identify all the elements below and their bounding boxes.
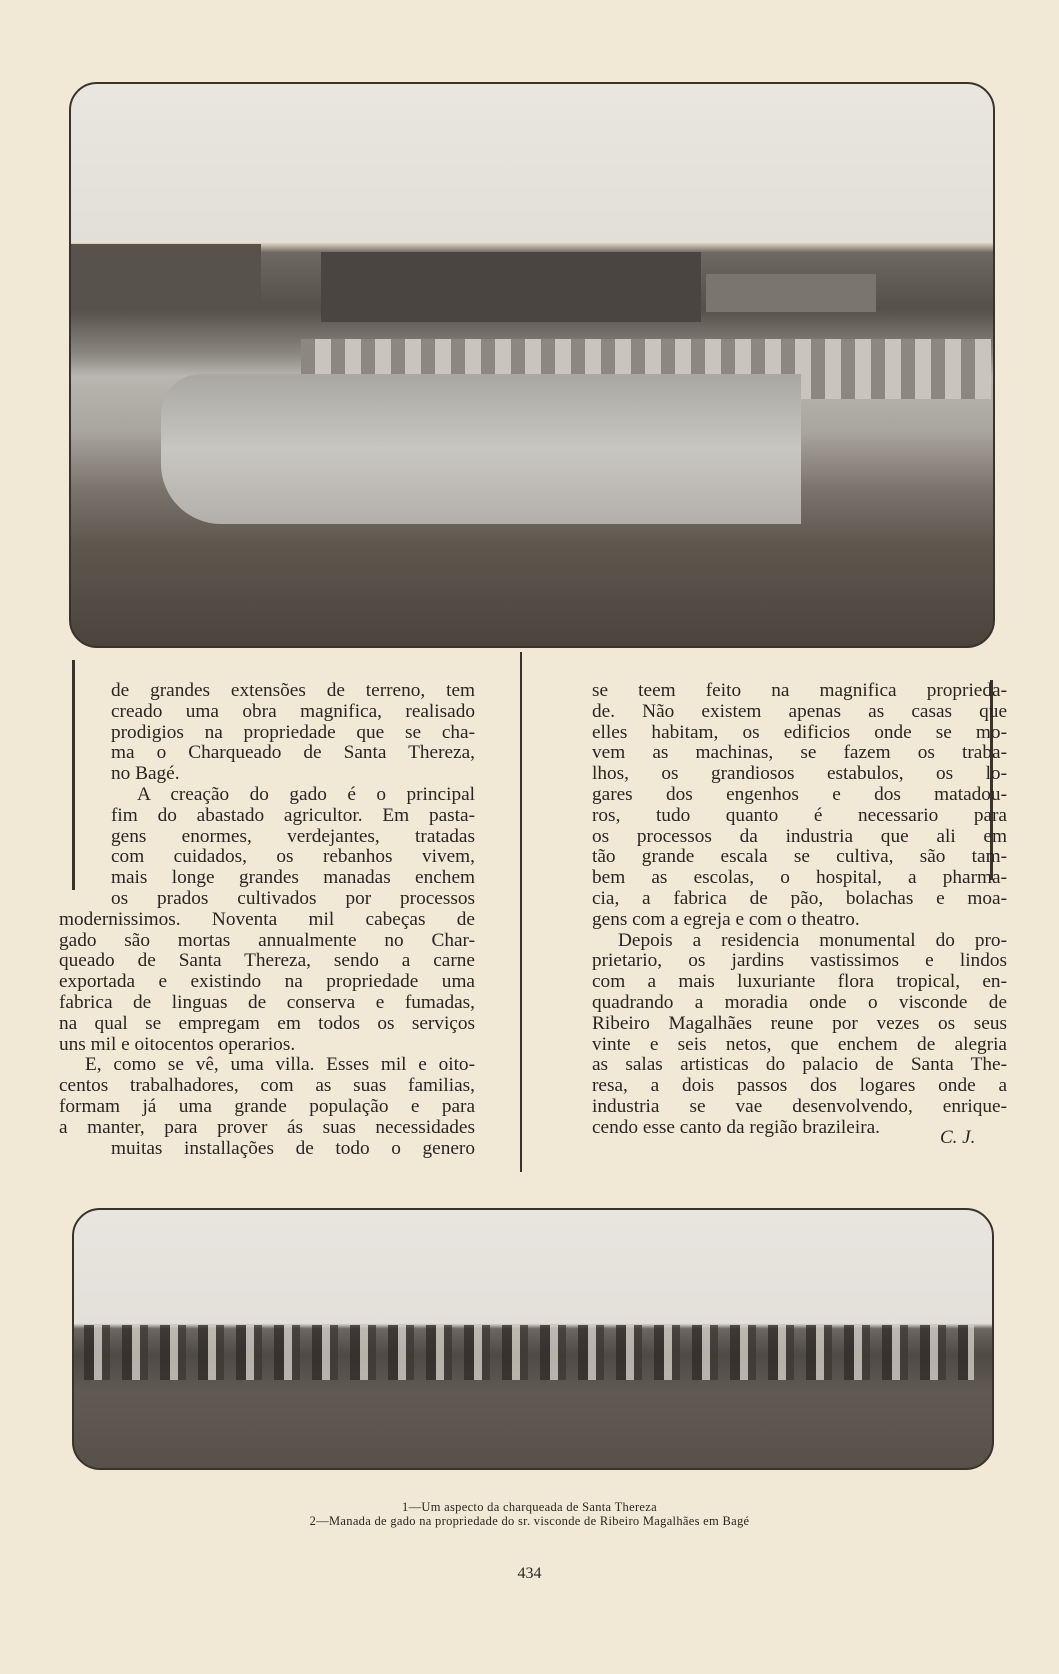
text-line: cendo esse canto da região brazileira. — [592, 1116, 880, 1138]
text-line: as salas artisticas do palacio de Santa The- — [592, 1054, 1007, 1076]
text-line: creado uma obra magnifica, realisado — [111, 700, 475, 722]
text-line: industria se vae desenvolvendo, enrique- — [592, 1095, 1007, 1117]
text-line: mais longe grandes manadas enchem — [111, 867, 475, 889]
text-line: a manter, para prover ás suas necessidades — [59, 1116, 475, 1138]
text-line: quadrando a moradia onde o visconde de — [592, 991, 1007, 1013]
text-line: centos trabalhadores, com as suas familias, — [59, 1075, 475, 1097]
text-line: ma o Charqueado de Santa Thereza, — [111, 742, 475, 764]
text-line: fim do abastado agricultor. Em pasta- — [111, 804, 475, 826]
text-line: com cuidados, os rebanhos vivem, — [111, 846, 475, 868]
text-line: tão grande escala se cultiva, são tam- — [592, 846, 1007, 868]
text-line: lhos, os grandiosos estabulos, os lo- — [592, 763, 1007, 785]
photo-charqueada — [69, 82, 995, 648]
text-line: se teem feito na magnifica proprieda- — [592, 680, 1007, 701]
text-line: com a mais luxuriante flora tropical, en- — [592, 971, 1007, 993]
text-line: os prados cultivados por processos — [111, 887, 475, 909]
text-line: uns mil e oitocentos operarios. — [59, 1033, 296, 1055]
text-line: ros, tudo quanto é necessario para — [592, 804, 1007, 826]
text-line: queado de Santa Thereza, sendo a carne — [59, 950, 475, 972]
text-line: prietario, os jardins vastissimos e lindos — [592, 950, 1007, 972]
building — [706, 274, 876, 312]
text-line: vinte e seis netos, que enchem de alegria — [592, 1033, 1007, 1055]
text-line: modernissimos. Noventa mil cabeças de — [59, 908, 475, 930]
text-line: de. Não existem apenas as casas que — [592, 700, 1007, 722]
text-line: fabrica de linguas de conserva e fumadas, — [59, 991, 475, 1013]
caption-1: 1—Um aspecto da charqueada de Santa Thereza — [402, 1500, 657, 1514]
text-line: formam já uma grande população e para — [59, 1095, 475, 1117]
text-line: gens enormes, verdejantes, tratadas — [111, 825, 475, 847]
text-line: vem as machinas, se fazem os traba- — [592, 742, 1007, 764]
cattle-herd — [84, 1325, 974, 1380]
text-line: muitas installações de todo o genero — [111, 1137, 475, 1159]
text-line: A creação do gado é o principal — [137, 783, 475, 805]
article-right-column — [592, 681, 1007, 1139]
water-reservoir — [161, 374, 801, 524]
building — [71, 244, 261, 304]
text-line: Depois a residencia monumental do pro- — [618, 929, 1007, 951]
text-line: resa, a dois passos dos logares onde a — [592, 1075, 1007, 1097]
photo-cattle-herd — [72, 1208, 994, 1470]
text-line: no Bagé. — [111, 763, 180, 785]
text-line: gens com a egreja e com o theatro. — [592, 908, 860, 930]
page-number: 434 — [517, 1565, 542, 1582]
building — [321, 252, 701, 322]
ornamental-vine-divider — [520, 652, 522, 1172]
text-line: de grandes extensões de terreno, tem — [111, 680, 475, 701]
text-line: bem as escolas, o hospital, a pharma- — [592, 867, 1007, 889]
text-line: os processos da industria que ali em — [592, 825, 1007, 847]
caption-2: 2—Manada de gado na propriedade do sr. visconde de Ribeiro Magalhães em Bagé — [309, 1514, 750, 1528]
text-line: gares dos engenhos e dos matadou- — [592, 783, 1007, 805]
article-left-column — [59, 681, 475, 1159]
text-line: elles habitam, os edificios onde se mo- — [592, 721, 1007, 743]
text-line: exportada e existindo na propriedade uma — [59, 971, 475, 993]
text-line: na qual se empregam em todos os serviços — [59, 1012, 475, 1034]
text-line: cia, a fabrica de pão, bolachas e moa- — [592, 887, 1007, 909]
text-line: E, como se vê, uma villa. Esses mil e oito- — [85, 1054, 475, 1076]
text-line: prodigios na propriedade que se cha- — [111, 721, 475, 743]
text-line: gado são mortas annualmente no Char- — [59, 929, 475, 951]
text-line: Ribeiro Magalhães reune por vezes os seus — [592, 1012, 1007, 1034]
author-signature: C. J. — [940, 1127, 976, 1148]
